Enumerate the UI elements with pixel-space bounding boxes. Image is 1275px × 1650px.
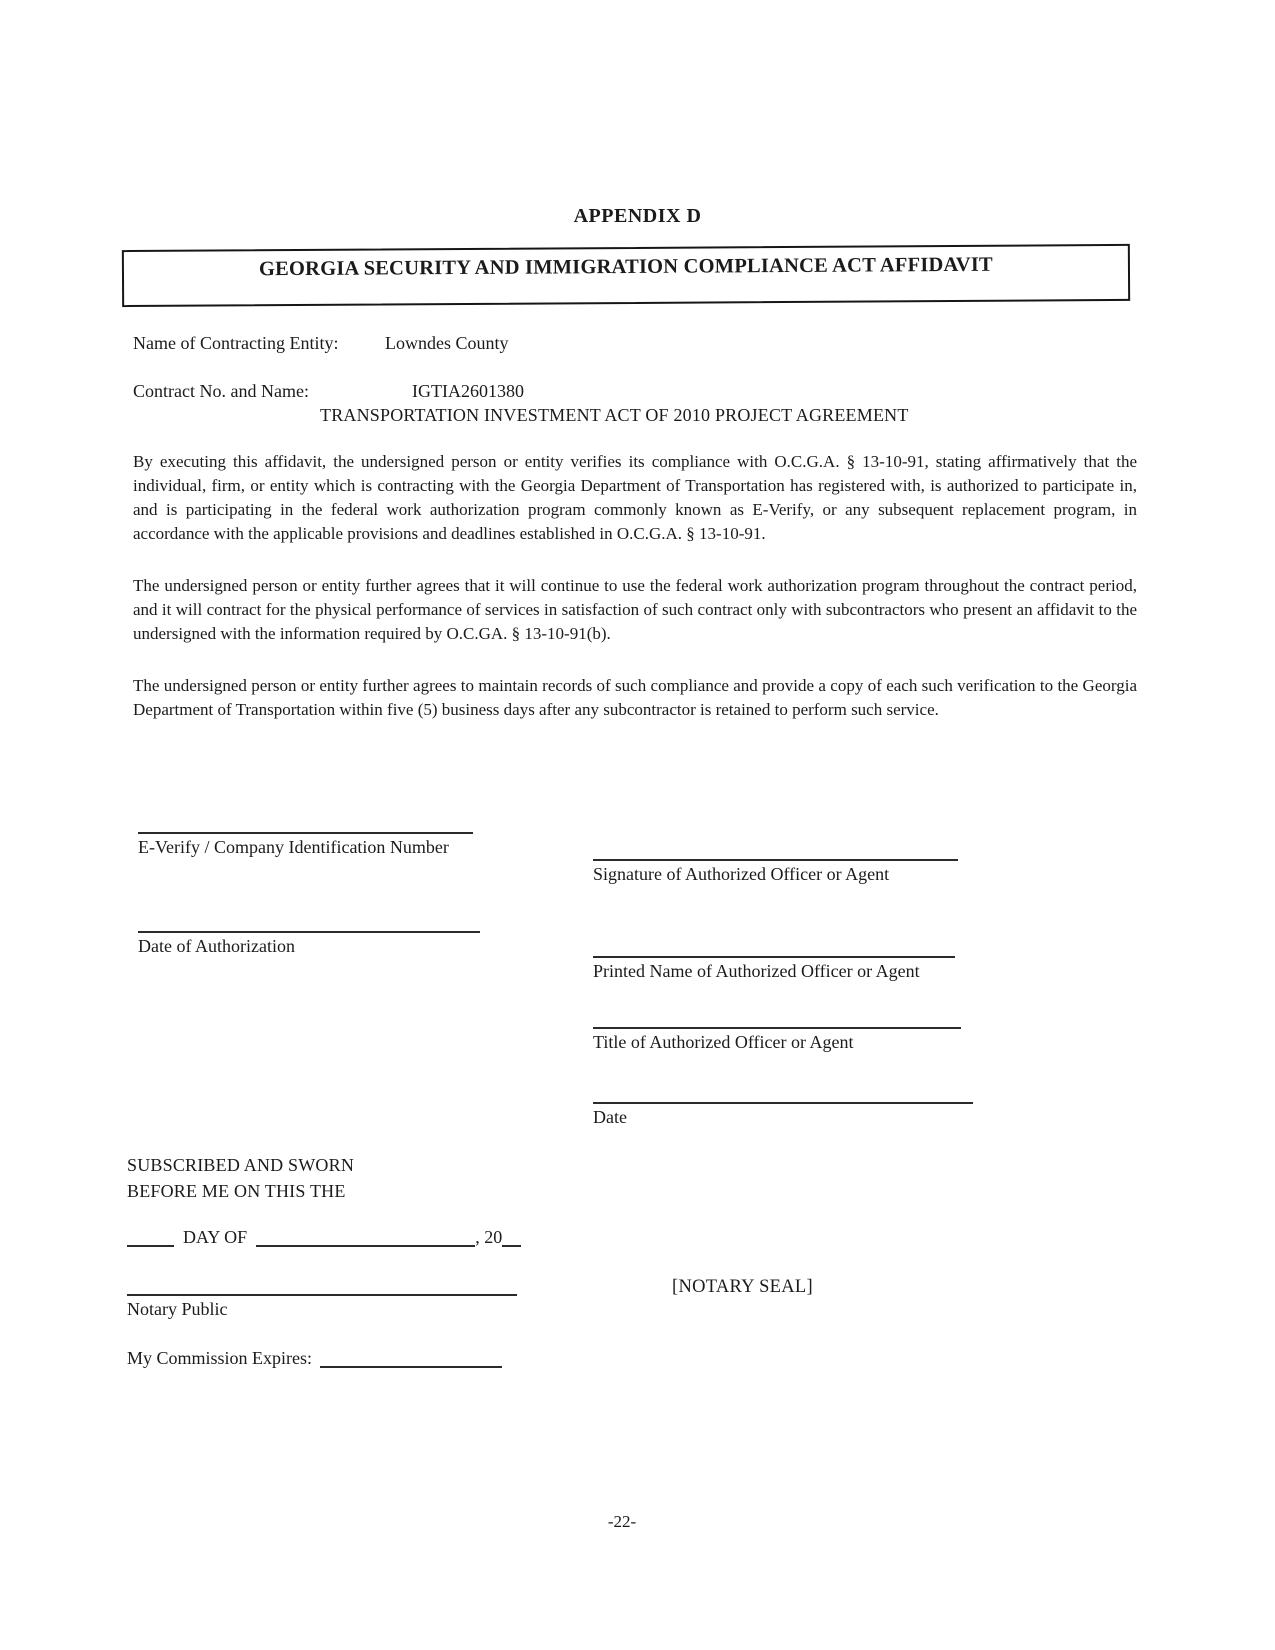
year-prefix: , 20 [475, 1227, 503, 1247]
contract-label: Contract No. and Name: [133, 381, 309, 401]
notary-public-field [127, 1294, 517, 1320]
printed-name-field [593, 956, 955, 982]
contracting-entity-label: Name of Contracting Entity: [133, 333, 339, 353]
everify-id-field [138, 832, 473, 858]
sworn-statement [127, 1152, 354, 1204]
contracting-entity-value: Lowndes County [385, 333, 509, 353]
signature-label: Signature of Authorized Officer or Agent [593, 864, 890, 884]
printed-name-label: Printed Name of Authorized Officer or Agent [593, 961, 920, 981]
year-blank [502, 1231, 521, 1247]
notary-public-label: Notary Public [127, 1299, 228, 1319]
affidavit-body [133, 450, 1137, 750]
sworn-line-1: SUBSCRIBED AND SWORN [127, 1155, 355, 1175]
contract-row [133, 381, 1033, 402]
page-number: -22- [607, 1512, 637, 1531]
everify-id-label: E-Verify / Company Identification Number [138, 837, 449, 857]
contract-name: TRANSPORTATION INVESTMENT ACT OF 2010 PROJECT AGREEMENT [320, 405, 909, 425]
signature-field [593, 859, 958, 885]
officer-title-field [593, 1027, 961, 1053]
affidavit-paragraph-1: By executing this affidavit, the undersigned person or entity verifies its compliance with O.C.G.A. § 13-10-91, stating affirmatively that the individual, firm, or entity which is contracting with the Georgia Department of Transportation has registered with, is authorized to participate in, and is participating in the federal work authorization program commonly known as E-Verify, or any subsequent replacement program, in accordance with the applicable provisions and deadlines established in O.C.G.A. § 13-10-91. [133, 452, 1137, 543]
notary-seal: [NOTARY SEAL] [672, 1277, 813, 1297]
affidavit-paragraph-3: The undersigned person or entity further agrees to maintain records of such compliance and provide a copy of each such verification to the Georgia Department of Transportation within five (5) business days after any subcontractor is retained to perform such service. [133, 676, 1137, 719]
commission-expires-label: My Commission Expires: [127, 1348, 313, 1368]
date-field [593, 1102, 973, 1128]
day-of-label: DAY OF [183, 1227, 248, 1247]
commission-expires-row [127, 1348, 502, 1369]
sworn-line-2: BEFORE ME ON THIS THE [127, 1181, 346, 1201]
contracting-entity-row [133, 333, 1033, 354]
affidavit-paragraph-2: The undersigned person or entity further agrees that it will continue to use the federal work authorization program throughout the contract period, and it will contract for the physical performance of services in satisfaction of such contract only with subcontractors who present an affidavit to the undersigned with the information required by O.C.GA. § 13-10-91(b). [133, 576, 1137, 643]
date-label: Date [593, 1107, 627, 1127]
contract-number: IGTIA2601380 [412, 381, 524, 401]
day-of-line [127, 1227, 521, 1248]
date-of-authorization-field [138, 931, 480, 957]
affidavit-title: GEORGIA SECURITY AND IMMIGRATION COMPLIANCE ACT AFFIDAVIT [258, 253, 993, 281]
day-blank [127, 1231, 174, 1247]
appendix-heading: APPENDIX D [573, 205, 702, 227]
officer-title-label: Title of Authorized Officer or Agent [593, 1032, 854, 1052]
title-box [122, 244, 1130, 307]
month-blank [256, 1231, 475, 1247]
commission-blank [320, 1352, 502, 1368]
date-of-authorization-label: Date of Authorization [138, 936, 295, 956]
